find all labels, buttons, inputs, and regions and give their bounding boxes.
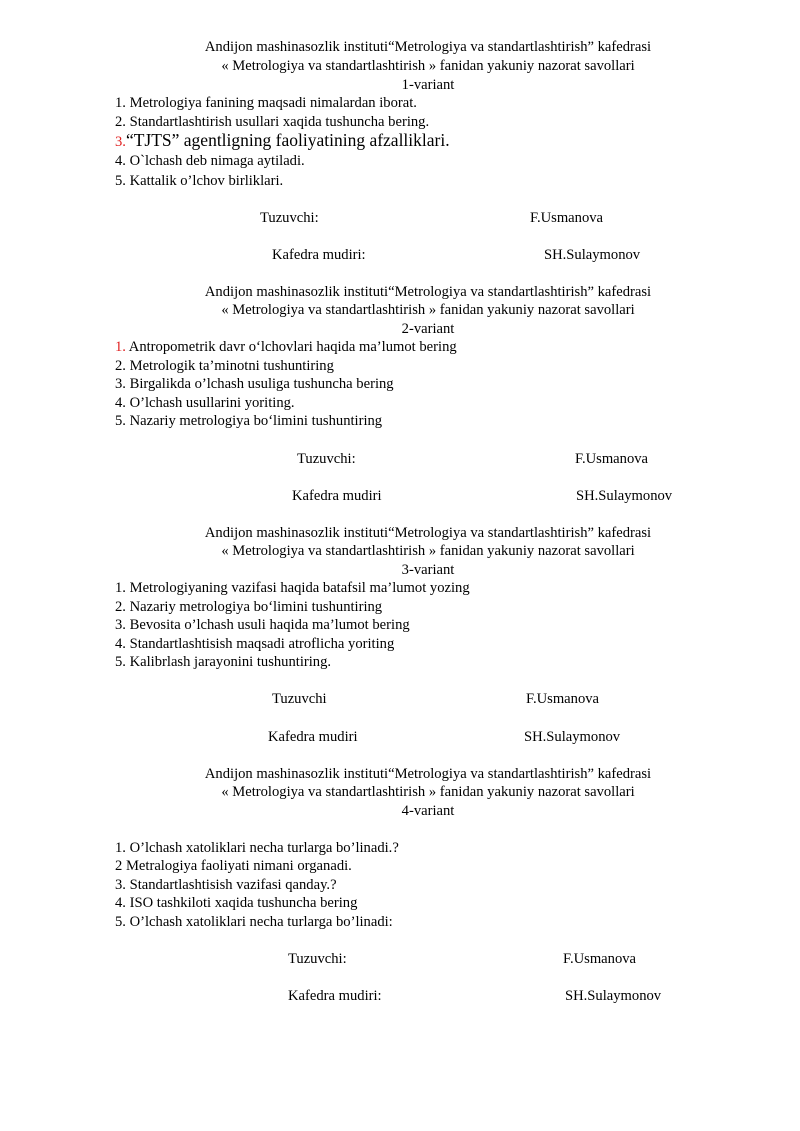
variant-4-header-line1: Andijon mashinasozlik instituti“Metrologiya va standartlashtirish” kafedrasi (204, 766, 652, 782)
variant-4-head-name: SH.Sulaymonov (565, 988, 662, 1004)
variant-2-compiler-label: Tuzuvchi: (297, 451, 356, 467)
variant-2-header-line1: Andijon mashinasozlik instituti“Metrologiya va standartlashtirish” kafedrasi (204, 284, 652, 300)
variant-4-compiler-label: Tuzuvchi: (288, 951, 347, 967)
variant-3-question-1: 1. Metrologiyaning vazifasi haqida batafsil ma’lumot yozing (115, 580, 470, 596)
variant-2-title: 2-variant (401, 321, 455, 337)
variant-3-question-3: 3. Bevosita o’lchash usuli haqida ma’lumot bering (115, 617, 410, 633)
variant-4-compiler-name: F.Usmanova (563, 951, 637, 967)
variant-4-header-line2: « Metrologiya va standartlashtirish » fanidan yakuniy nazorat savollari (221, 784, 635, 800)
variant-1-header-line1: Andijon mashinasozlik instituti“Metrologiya va standartlashtirish” kafedrasi (204, 39, 652, 55)
variant-2-header-line2: « Metrologiya va standartlashtirish » fanidan yakuniy nazorat savollari (221, 302, 635, 318)
variant-2-question-2: 2. Metrologik ta’minotni tushuntiring (115, 358, 334, 374)
variant-1-header-line2: « Metrologiya va standartlashtirish » fanidan yakuniy nazorat savollari (221, 58, 635, 74)
variant-3-question-5: 5. Kalibrlash jarayonini tushuntiring. (115, 654, 332, 670)
variant-4-head-label: Kafedra mudiri: (288, 988, 382, 1004)
variant-3-header-line1: Andijon mashinasozlik instituti“Metrologiya va standartlashtirish” kafedrasi (204, 525, 652, 541)
variant-1-question-4: 4. O`lchash deb nimaga aytiladi. (115, 153, 305, 169)
variant-1-head-label: Kafedra mudiri: (272, 247, 366, 263)
variant-1-question-3: 3.“TJTS” agentligning faoliyatining afzalliklari. (115, 130, 450, 150)
variant-3-compiler-name: F.Usmanova (526, 691, 600, 707)
variant-3-question-4: 4. Standartlashtisish maqsadi atroflicha yoriting (115, 636, 395, 652)
variant-3-head-label: Kafedra mudiri (268, 729, 358, 745)
variant-2-question-1: 1. Antropometrik davr o‘lchovlari haqida ma’lumot bering (115, 339, 457, 355)
variant-3-head-name: SH.Sulaymonov (524, 729, 621, 745)
variant-3-compiler-label: Tuzuvchi (272, 691, 327, 707)
variant-2-head-name: SH.Sulaymonov (576, 488, 673, 504)
variant-4-title: 4-variant (401, 803, 455, 819)
variant-4-question-2: 2 Metralogiya faoliyati nimani organadi. (115, 858, 352, 874)
variant-1-title: 1-variant (401, 77, 455, 93)
variant-2-head-label: Kafedra mudiri (292, 488, 382, 504)
variant-3-question-2: 2. Nazariy metrologiya bo‘limini tushuntiring (115, 599, 383, 615)
variant-2-question-3: 3. Birgalikda o’lchash usuliga tushuncha bering (115, 376, 394, 392)
variant-3-header-line2: « Metrologiya va standartlashtirish » fanidan yakuniy nazorat savollari (221, 543, 635, 559)
variant-1-question-5: 5. Kattalik o’lchov birliklari. (115, 173, 284, 189)
variant-2-question-5: 5. Nazariy metrologiya bo‘limini tushuntiring (115, 413, 383, 429)
variant-4-question-1: 1. O’lchash xatoliklari necha turlarga bo’linadi.? (115, 840, 399, 856)
variant-4-question-3: 3. Standartlashtisish vazifasi qanday.? (115, 877, 337, 893)
variant-4-question-5: 5. O’lchash xatoliklari necha turlarga bo’linadi: (115, 914, 393, 930)
variant-1-question-1: 1. Metrologiya fanining maqsadi nimalardan iborat. (115, 95, 417, 111)
variant-2-question-4: 4. O’lchash usullarini yoriting. (115, 395, 295, 411)
variant-1-compiler-name: F.Usmanova (530, 210, 604, 226)
variant-3-title: 3-variant (401, 562, 455, 578)
variant-1-compiler-label: Tuzuvchi: (260, 210, 319, 226)
variant-1-head-name: SH.Sulaymonov (544, 247, 641, 263)
variant-2-compiler-name: F.Usmanova (575, 451, 649, 467)
variant-1-question-2: 2. Standartlashtirish usullari xaqida tushuncha bering. (115, 114, 430, 130)
variant-4-question-4: 4. ISO tashkiloti xaqida tushuncha bering (115, 895, 358, 911)
